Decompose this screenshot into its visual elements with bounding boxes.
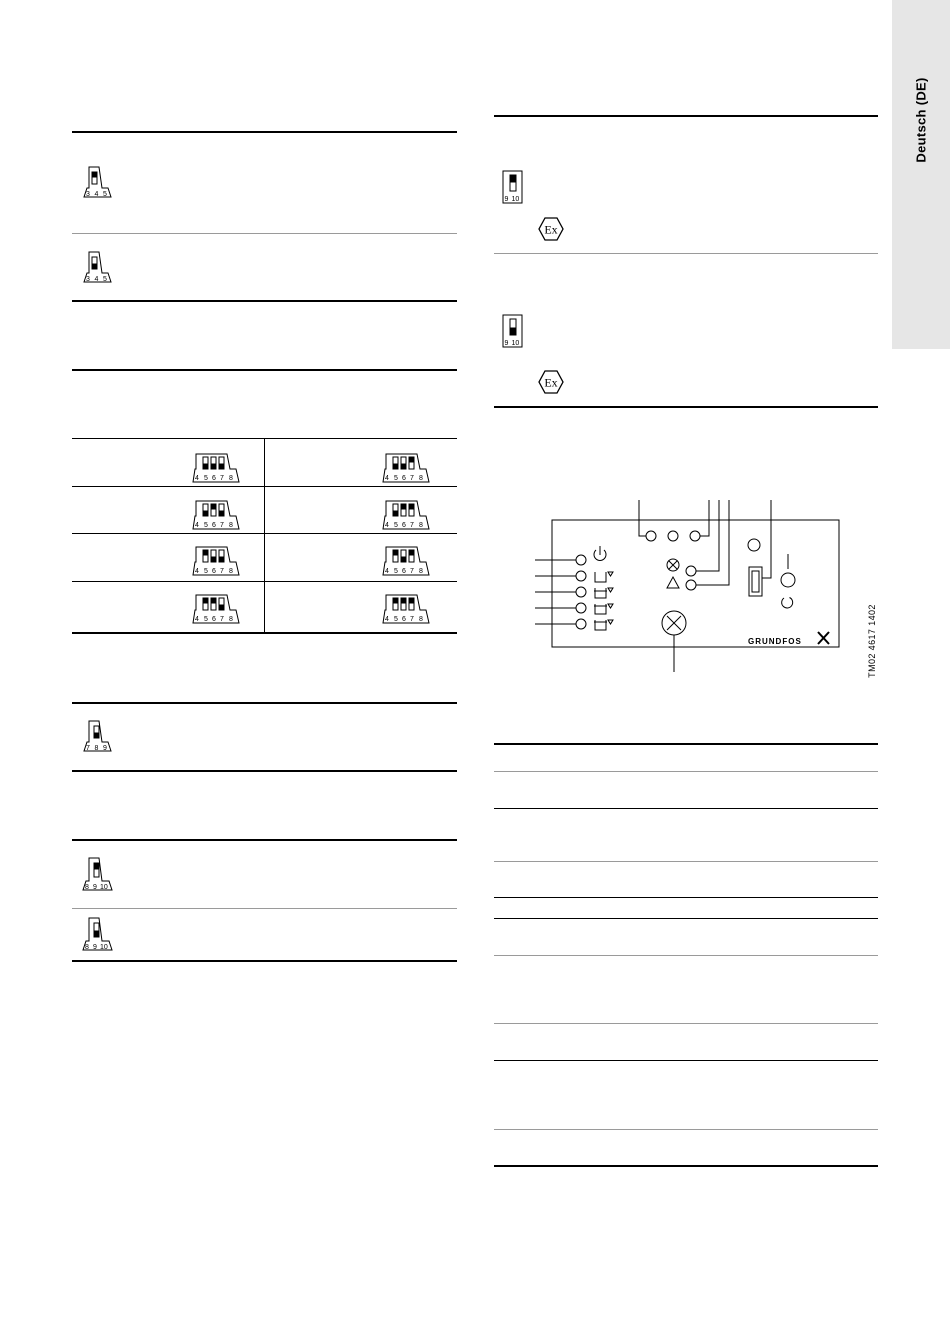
rule bbox=[494, 1165, 878, 1167]
ex-hexagon-icon bbox=[538, 217, 564, 246]
dip-label: 7 bbox=[410, 475, 414, 482]
dip-label: 9 bbox=[93, 944, 97, 951]
rule bbox=[494, 955, 878, 956]
dip-switch-8-10-down bbox=[82, 917, 114, 951]
dip-label: 10 bbox=[511, 340, 520, 347]
dip-label: 8 bbox=[419, 616, 423, 623]
dip-label: 6 bbox=[212, 568, 216, 575]
rule bbox=[72, 702, 457, 704]
dip-label: 5 bbox=[394, 616, 398, 623]
rule bbox=[494, 861, 878, 862]
dip-label: 5 bbox=[204, 522, 208, 529]
dip-switch-4-8 bbox=[192, 546, 240, 576]
rule bbox=[494, 115, 878, 117]
dip-switch-4-8 bbox=[382, 453, 430, 483]
dip-label: 5 bbox=[394, 522, 398, 529]
dip-label: 8 bbox=[419, 522, 423, 529]
dip-label: 6 bbox=[212, 475, 216, 482]
dip-label: 5 bbox=[394, 475, 398, 482]
dip-label: 9 bbox=[504, 340, 509, 347]
dip-label: 8 bbox=[85, 944, 89, 951]
dip-switch-4-8 bbox=[192, 594, 240, 624]
dip-switch-7-9 bbox=[82, 720, 114, 752]
rule bbox=[494, 771, 878, 772]
dip-switch-4-8 bbox=[192, 500, 240, 530]
ex-hexagon-icon bbox=[538, 370, 564, 399]
dip-switch-4-8 bbox=[192, 453, 240, 483]
dip-label: 3 bbox=[86, 276, 90, 283]
dip-label: 7 bbox=[86, 745, 90, 752]
dip-label: 8 bbox=[229, 568, 233, 575]
rule bbox=[494, 1023, 878, 1024]
rule bbox=[72, 233, 457, 234]
dip-label: 9 bbox=[93, 884, 97, 891]
control-panel-diagram bbox=[520, 492, 880, 682]
dip-label: 7 bbox=[410, 616, 414, 623]
dip-label: 6 bbox=[402, 522, 406, 529]
dip-label: 4 bbox=[385, 475, 389, 482]
dip-label: 5 bbox=[204, 568, 208, 575]
rule bbox=[494, 253, 878, 254]
dip-label: 10 bbox=[100, 944, 108, 951]
rule bbox=[72, 960, 457, 962]
dip-label: 8 bbox=[229, 522, 233, 529]
dip-label: 8 bbox=[229, 616, 233, 623]
dip-label: 8 bbox=[419, 475, 423, 482]
dip-switch-3-5-up bbox=[82, 166, 114, 198]
dip-label: 9 bbox=[103, 745, 107, 752]
rule bbox=[494, 1060, 878, 1061]
dip-label: 10 bbox=[511, 196, 520, 203]
rule bbox=[494, 897, 878, 898]
dip-label: 4 bbox=[94, 191, 99, 198]
rule bbox=[72, 131, 457, 133]
dip-label: 7 bbox=[220, 616, 224, 623]
dip-label: 10 bbox=[100, 884, 108, 891]
dip-label: 6 bbox=[212, 522, 216, 529]
dip-switch-3-5-down bbox=[82, 251, 114, 283]
rule bbox=[494, 1129, 878, 1130]
dip-label: 5 bbox=[103, 276, 107, 283]
dip-label: 4 bbox=[94, 276, 99, 283]
rule bbox=[72, 770, 457, 772]
dip-label: 5 bbox=[204, 475, 208, 482]
brand-logo-text: GRUNDFOS bbox=[748, 637, 802, 646]
dip-label: 6 bbox=[402, 475, 406, 482]
dip-label: 5 bbox=[394, 568, 398, 575]
dip-label: 8 bbox=[94, 745, 99, 752]
dip-label: 4 bbox=[195, 568, 199, 575]
rule bbox=[72, 300, 457, 302]
rule bbox=[494, 743, 878, 745]
dip-label: 7 bbox=[220, 522, 224, 529]
dip-label: 4 bbox=[195, 475, 199, 482]
dip-switch-9-10-up bbox=[502, 170, 524, 204]
dip-label: 4 bbox=[385, 522, 389, 529]
rule bbox=[72, 839, 457, 841]
dip-switch-8-10-up bbox=[82, 857, 114, 891]
rule bbox=[494, 808, 878, 809]
dip-label: 6 bbox=[402, 616, 406, 623]
rule bbox=[72, 369, 457, 371]
dip-label: 7 bbox=[410, 568, 414, 575]
dip-label: 3 bbox=[86, 191, 90, 198]
dip-label: 5 bbox=[204, 616, 208, 623]
figure-code: TM02 4617 1402 bbox=[867, 604, 877, 678]
dip-label: 4 bbox=[195, 616, 199, 623]
dip-label: 8 bbox=[229, 475, 233, 482]
rule bbox=[494, 918, 878, 919]
grundfos-logo-icon bbox=[818, 632, 829, 644]
rule bbox=[72, 632, 457, 634]
dip-label: 7 bbox=[410, 522, 414, 529]
dip-label: 7 bbox=[220, 475, 224, 482]
dip-label: 4 bbox=[385, 568, 389, 575]
dip-label: 8 bbox=[419, 568, 423, 575]
ex-label: Ex bbox=[544, 375, 558, 390]
language-tab bbox=[892, 0, 950, 349]
dip-switch-9-10-down bbox=[502, 314, 524, 348]
dip-label: 6 bbox=[402, 568, 406, 575]
dip-label: 6 bbox=[212, 616, 216, 623]
table-divider bbox=[264, 438, 265, 632]
dip-switch-4-8 bbox=[382, 546, 430, 576]
dip-label: 4 bbox=[195, 522, 199, 529]
dip-label: 8 bbox=[85, 884, 89, 891]
dip-switch-4-8 bbox=[382, 500, 430, 530]
language-tab-label: Deutsch (DE) bbox=[913, 77, 929, 163]
dip-label: 4 bbox=[385, 616, 389, 623]
dip-label: 9 bbox=[504, 196, 509, 203]
ex-label: Ex bbox=[544, 222, 558, 237]
dip-label: 7 bbox=[220, 568, 224, 575]
rule bbox=[494, 406, 878, 408]
rule bbox=[72, 908, 457, 909]
dip-switch-4-8 bbox=[382, 594, 430, 624]
dip-label: 5 bbox=[103, 191, 107, 198]
